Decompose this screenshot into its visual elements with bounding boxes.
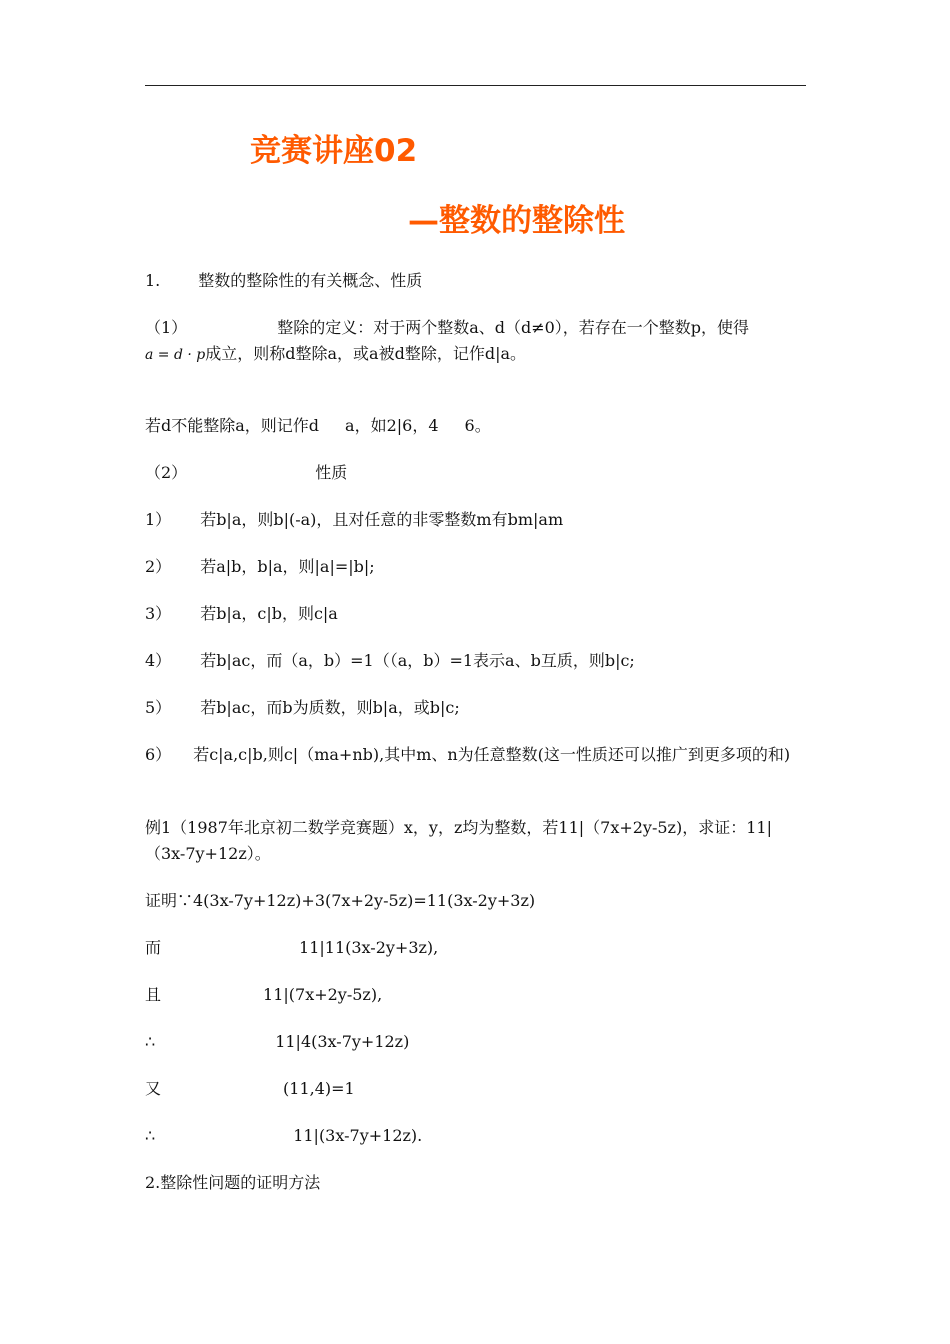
section-2-heading: 2.整除性问题的证明方法 <box>145 1173 321 1192</box>
property-item <box>145 554 375 580</box>
proof-line <box>145 935 438 961</box>
definition-formula: a = d · p <box>145 347 206 363</box>
proof-label: 且 <box>145 985 162 1004</box>
not-divide-c: 6。 <box>464 416 491 435</box>
proof-line <box>145 1123 422 1149</box>
section-1-number: 1. <box>145 271 161 290</box>
not-divide-line <box>145 413 491 439</box>
property-number: 4） <box>145 651 172 670</box>
property-text: 若c|a,c|b,则c|（ma+nb),其中m、n为任意整数(这一性质还可以推广到更多项的和) <box>193 745 791 764</box>
property-item <box>145 648 635 674</box>
property-item <box>145 507 563 533</box>
property-number: 1） <box>145 510 172 529</box>
property-heading-number: （2） <box>145 463 188 482</box>
example-1: 例1（1987年北京初二数学竞赛题）x，y，z均为整数，若11|（7x+2y-5z)，求证：11|（3x-7y+12z）。 <box>145 818 772 863</box>
not-divide-a: 若d不能整除a，则记作d <box>145 416 320 435</box>
proof-line <box>145 1029 409 1055</box>
definition-text-2: 成立，则称d整除a，或a被d整除，记作d|a。 <box>205 344 527 363</box>
property-item <box>145 601 338 627</box>
proof-label: ∴ <box>145 1032 156 1051</box>
property-heading <box>145 460 347 486</box>
property-item <box>145 695 460 721</box>
property-number: 3） <box>145 604 172 623</box>
proof-expression: 11|4(3x-7y+12z) <box>275 1032 410 1051</box>
property-text: 若b|a，则b|(-a)，且对任意的非零整数m有bm|am <box>200 510 564 529</box>
property-number: 2） <box>145 557 172 576</box>
not-divide-b: a，如2|6，4 <box>345 416 439 435</box>
proof-line <box>145 1076 355 1102</box>
section-1-text: 整数的整除性的有关概念、性质 <box>198 271 423 290</box>
section-1-heading <box>145 268 422 294</box>
property-text: 若a|b，b|a，则|a|=|b|; <box>200 557 375 576</box>
page-title: 竞赛讲座02 <box>250 133 418 169</box>
proof-label: 证明∵4(3x-7y+12z)+3(7x+2y-5z)=11(3x-2y+3z) <box>145 891 536 910</box>
property-text: 若b|ac，而（a，b）=1（（a，b）=1表示a、b互质，则b|c; <box>200 651 635 670</box>
proof-label: ∴ <box>145 1126 156 1145</box>
proof-line <box>145 888 535 914</box>
definition-text: 整除的定义：对于两个整数a、d（d≠0），若存在一个整数p，使得 <box>277 318 750 337</box>
property-item <box>145 742 807 768</box>
proof-expression: 11|11(3x-2y+3z), <box>299 938 439 957</box>
proof-label: 而 <box>145 938 162 957</box>
property-text: 若b|ac，而b为质数，则b|a，或b|c; <box>200 698 460 717</box>
proof-expression: 11|(7x+2y-5z), <box>263 985 383 1004</box>
proof-expression: (11,4)=1 <box>283 1079 355 1098</box>
property-number: 5） <box>145 698 172 717</box>
property-number: 6） <box>145 745 172 764</box>
proof-label: 又 <box>145 1079 162 1098</box>
header-rule <box>145 85 806 86</box>
definition-paragraph <box>145 315 807 368</box>
property-heading-text: 性质 <box>315 463 348 482</box>
page-subtitle: —整数的整除性 <box>408 203 625 239</box>
proof-line <box>145 982 382 1008</box>
property-text: 若b|a，c|b，则c|a <box>200 604 338 623</box>
definition-number: （1） <box>145 318 188 337</box>
proof-expression: 11|(3x-7y+12z). <box>293 1126 423 1145</box>
